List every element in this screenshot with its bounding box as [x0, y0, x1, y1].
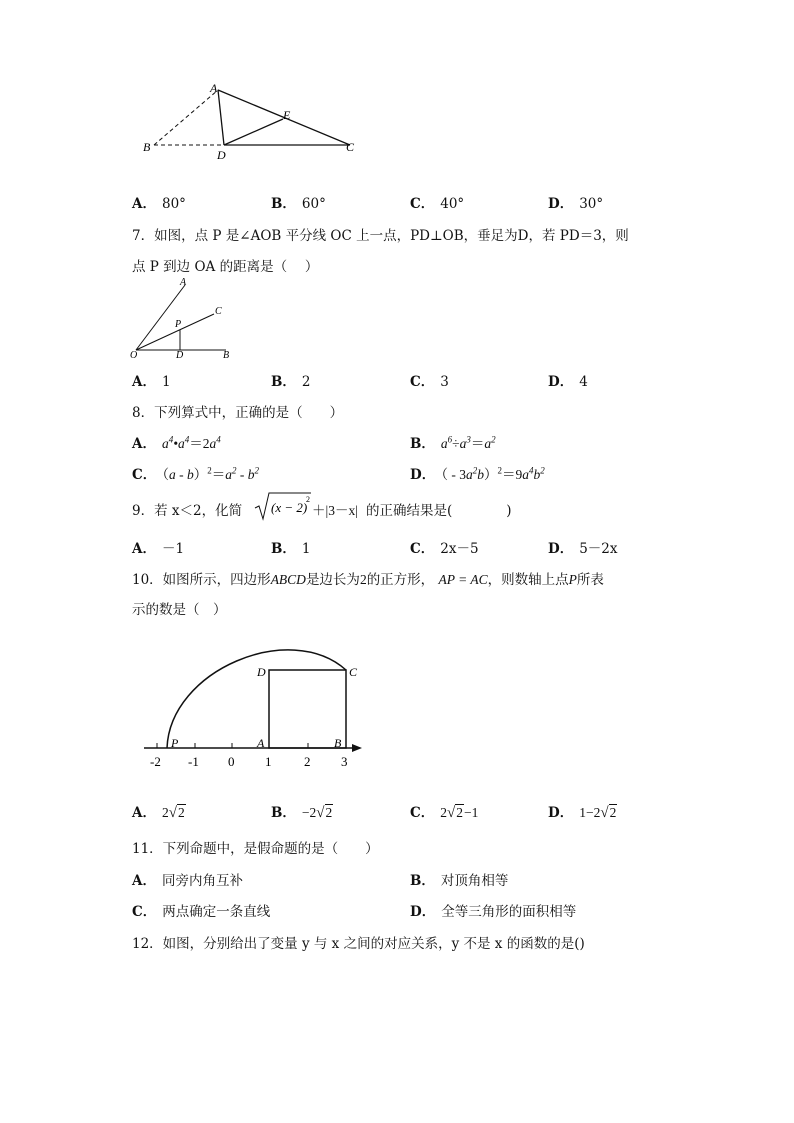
q9-option-d[interactable]: D． 5－2x: [548, 541, 618, 557]
q11-stem: 11．下列命题中，是假命题的是（ ）: [132, 841, 379, 857]
q6-option-d[interactable]: D． 30°: [548, 196, 604, 212]
q8-option-d[interactable]: D． （ - $3a^2b)^2=9a^4b^2$: [410, 465, 545, 483]
q10-option-c[interactable]: C． 2√2−1: [410, 805, 479, 821]
q11-option-d[interactable]: D． 全等三角形的面积相等: [410, 904, 577, 920]
tick-label: 1: [265, 754, 272, 769]
q9-option-b[interactable]: B． 1: [271, 541, 311, 557]
label-C: C: [349, 665, 358, 679]
label-C: C: [215, 306, 222, 317]
label-A: A: [257, 736, 265, 750]
label-O: O: [130, 350, 138, 360]
angle-bisector-figure-q7: [128, 276, 238, 360]
q6-option-b[interactable]: B． 60°: [271, 196, 326, 212]
tick-label: 0: [228, 754, 235, 769]
label-E: E: [283, 108, 291, 122]
q12-stem: 12．如图，分别给出了变量 y 与 x 之间的对应关系，y 不是 x 的函数的是(): [132, 936, 585, 952]
number-line-figure-q10: [140, 630, 370, 772]
abs-expression: ＋|3－x|: [312, 503, 358, 518]
label-P: P: [175, 319, 182, 330]
label-C: C: [346, 140, 355, 154]
q8-option-c[interactable]: C． $(a - b)^2=a^2 - b^2$: [132, 465, 259, 483]
label-P: P: [171, 736, 179, 750]
label-B: B: [223, 350, 230, 360]
label-B: B: [334, 736, 342, 750]
q7-option-b[interactable]: B． 2: [271, 374, 311, 390]
tick-label: -2: [150, 754, 161, 769]
label-A: A: [210, 81, 218, 95]
label-D: D: [176, 350, 184, 360]
q9-stem-suffix: 的正确结果是( ): [366, 503, 512, 519]
q7-option-a[interactable]: A． 1: [132, 374, 171, 390]
q9-stem-prefix: 9．若 x＜2，化简: [132, 503, 243, 519]
q7-stem-line2: 点 P 到边 OA 的距离是（ ）: [132, 259, 319, 275]
sqrt-expression: [253, 490, 313, 522]
label-A: A: [180, 277, 187, 288]
svg-text:2: 2: [306, 495, 310, 504]
label-B: B: [143, 140, 151, 154]
q11-option-a[interactable]: A． 同旁内角互补: [132, 873, 243, 889]
q10-option-a[interactable]: A． 2√2: [132, 805, 185, 821]
q11-option-c[interactable]: C． 两点确定一条直线: [132, 904, 271, 920]
q7-option-c[interactable]: C． 3: [410, 374, 449, 390]
tick-label: 2: [304, 754, 311, 769]
q6-option-c[interactable]: C． 40°: [410, 196, 465, 212]
q8-option-b[interactable]: B． $a^6\div a^3=a^2$: [410, 434, 496, 452]
label-D: D: [217, 148, 226, 162]
q10-stem-line2: 示的数是（ ）: [132, 602, 227, 618]
q9-option-a[interactable]: A． －1: [132, 541, 185, 557]
triangle-figure-q6: [130, 78, 370, 164]
q10-option-d[interactable]: D． 1−2√2: [548, 805, 617, 821]
q10-stem-line1: 10．如图所示，四边形ABCD是边长为2的正方形， AP = AC，则数轴上点P所表: [132, 572, 604, 588]
tick-label: -1: [188, 754, 199, 769]
q6-option-a[interactable]: A． 80°: [132, 196, 186, 212]
q7-stem-line1: 7．如图，点 P 是∠AOB 平分线 OC 上一点，PD⊥OB，垂足为D，若 PD＝3，则: [132, 228, 629, 244]
q7-option-d[interactable]: D． 4: [548, 374, 588, 390]
svg-text:(x − 2): (x − 2): [271, 500, 308, 515]
q8-stem: 8．下列算式中，正确的是（ ）: [132, 405, 344, 421]
q10-option-b[interactable]: B． −2√2: [271, 805, 333, 821]
tick-label: 3: [341, 754, 348, 769]
label-D: D: [257, 665, 266, 679]
q8-option-a[interactable]: A． $a^4•a^4=2a^4$: [132, 434, 221, 452]
q11-option-b[interactable]: B． 对顶角相等: [410, 873, 509, 889]
q9-option-c[interactable]: C． 2x－5: [410, 541, 479, 557]
